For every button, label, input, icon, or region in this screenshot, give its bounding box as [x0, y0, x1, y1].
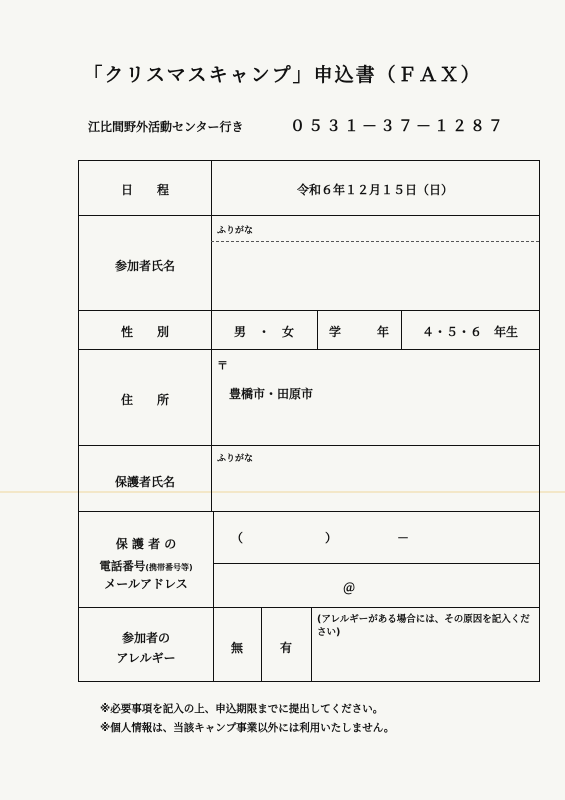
row-divider: [79, 349, 539, 350]
grade-value[interactable]: ４・５・６ 年生: [421, 325, 518, 339]
application-table: [78, 160, 540, 682]
fax-number: ０５３１－３７－１２８７: [290, 117, 507, 135]
note-line: ※個人情報は、当該キャンプ事業以外には利用いたしません。: [100, 722, 395, 734]
email-label: メールアドレス: [104, 577, 188, 591]
phone-paren-close: ）: [325, 531, 338, 545]
phone-field[interactable]: [215, 513, 537, 561]
guardian-phone-label-line1: 保 護 者 の: [115, 537, 177, 551]
row-divider: [79, 445, 539, 446]
note-line: ※必要事項を記入の上、申込期限までに提出してください。: [100, 703, 384, 715]
phone-dash: －: [397, 531, 410, 545]
address-label: 住 所: [120, 393, 169, 407]
postal-mark: 〒: [217, 359, 228, 372]
destination-label: 江比間野外活動センター行き: [88, 120, 244, 134]
participant-furigana-label: ふりがな: [217, 226, 254, 236]
allergy-label-line1: 参加者の: [121, 631, 170, 645]
allergy-detail-field[interactable]: [313, 639, 537, 679]
date-value: 令和６年１２月１５日（日）: [296, 183, 453, 197]
allergy-note: (アレルギーがある場合には、その原因を記入ください): [317, 614, 530, 638]
participant-name-field[interactable]: [213, 243, 538, 309]
email-at-sign: ＠: [343, 581, 356, 595]
row-divider: [79, 215, 539, 216]
email-field[interactable]: [215, 565, 537, 605]
allergy-none-option[interactable]: 無: [230, 641, 243, 655]
furigana-divider: [211, 241, 539, 242]
guardian-phone-label-line2: [79, 555, 213, 574]
form-title: 「クリスマスキャンプ」申込書（ＦＡＸ）: [83, 64, 482, 86]
gender-value[interactable]: 男 ・ 女: [233, 325, 294, 339]
notes: [100, 700, 394, 738]
phone-paren-open: （: [231, 531, 244, 545]
mobile-number-note: (携帯番号等): [145, 563, 193, 572]
guardian-furigana-label: ふりがな: [217, 454, 254, 464]
address-value[interactable]: 豊橋市・田原市: [229, 387, 314, 401]
row-divider: [79, 511, 539, 512]
allergy-yes-option[interactable]: 有: [279, 641, 292, 655]
row-divider: [79, 310, 539, 311]
date-label: 日 程: [120, 183, 169, 197]
participant-name-label: 参加者氏名: [114, 259, 175, 273]
gender-label: 性 別: [120, 325, 169, 339]
cell-divider: [311, 607, 312, 681]
row-divider: [213, 563, 539, 564]
grade-label: 学 年: [328, 325, 389, 339]
row-divider: [79, 607, 539, 608]
phone-number-label: 電話番号: [99, 559, 146, 573]
guardian-name-label: 保護者氏名: [114, 475, 175, 489]
allergy-label-line2: アレルギー: [116, 651, 176, 665]
guardian-name-field[interactable]: [213, 461, 538, 509]
